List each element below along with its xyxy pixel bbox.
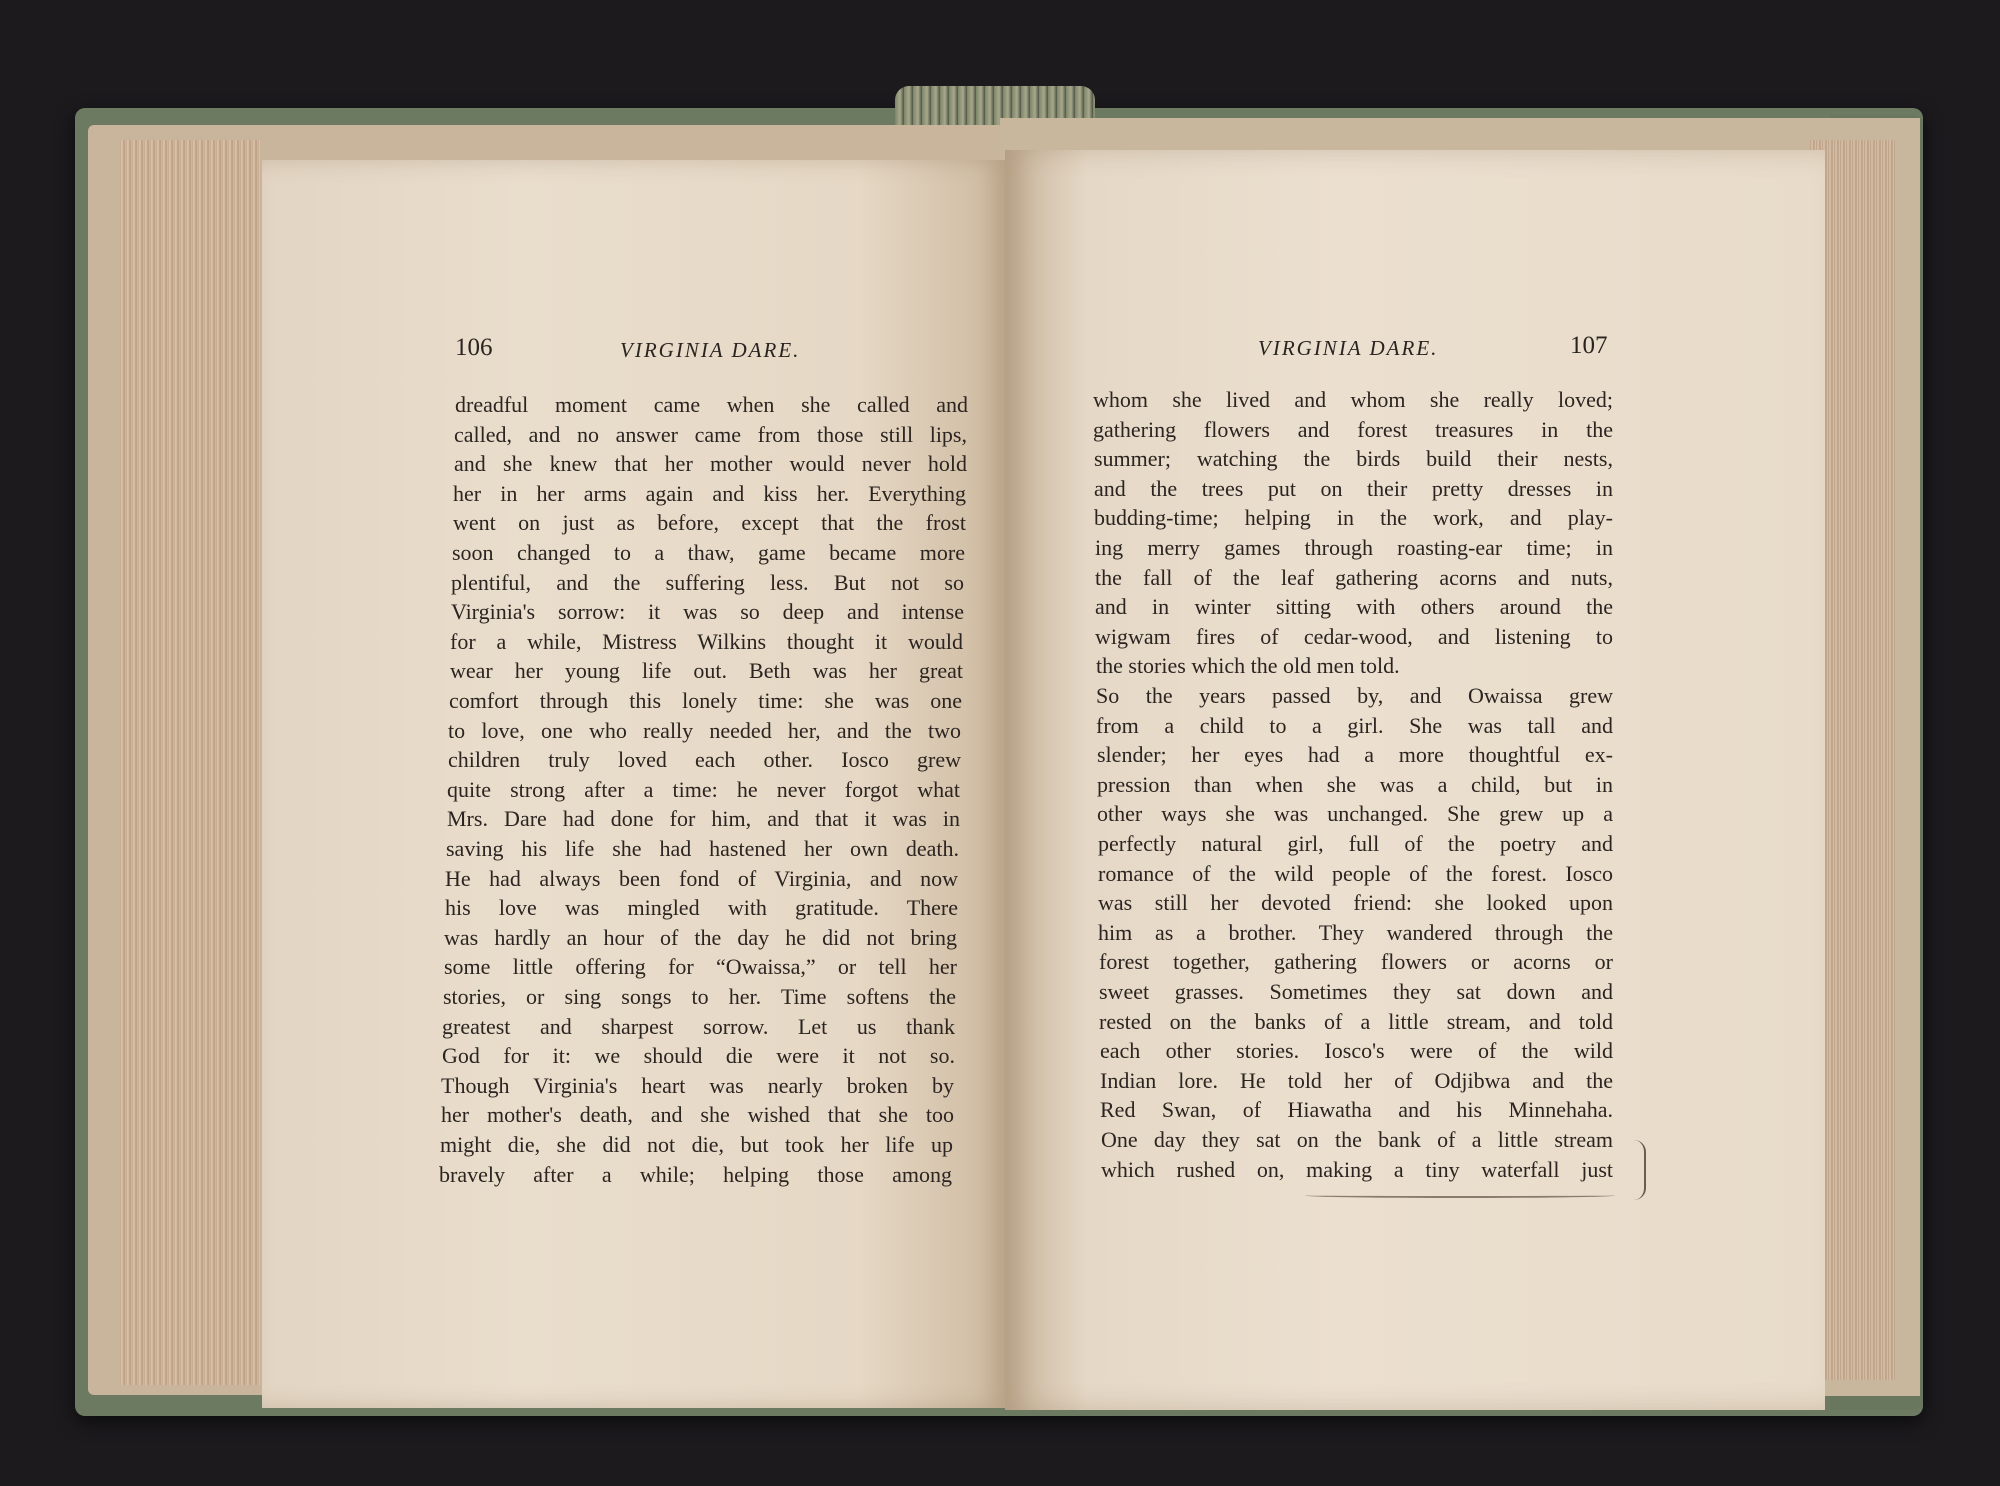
- right-page-line: One day they sat on the bank of a little stream: [1101, 1127, 1613, 1152]
- right-page-line: was still her devoted friend: she looked upon: [1098, 890, 1613, 916]
- left-page-line: might die, she did not die, but took her life up: [440, 1132, 953, 1157]
- right-page-line: romance of the wild people of the forest. Iosco: [1098, 860, 1613, 886]
- right-page-line: sweet grasses. Sometimes they sat down and: [1099, 979, 1613, 1004]
- right-page-line: Indian lore. He told her of Odjibwa and the: [1100, 1067, 1613, 1093]
- left-page-line: his love was mingled with gratitude. There: [445, 895, 958, 921]
- right-page-number: 107: [1570, 332, 1608, 359]
- left-page-line: saving his life she had hastened her own death.: [446, 836, 959, 861]
- right-running-head: VIRGINIA DARE.: [1258, 336, 1439, 360]
- left-page-line: called, and no answer came from those still lips,: [454, 421, 967, 447]
- left-page-line: was hardly an hour of the day he did not bring: [444, 924, 957, 950]
- right-page-line: the stories which the old men told.: [1096, 653, 1400, 679]
- left-page-line: for a while, Mistress Wilkins thought it would: [450, 628, 963, 654]
- left-page-line: her mother's death, and she wished that she too: [441, 1102, 954, 1128]
- left-page-number: 106: [455, 334, 493, 361]
- left-page-line: comfort through this lonely time: she was one: [449, 688, 962, 713]
- left-page-line: to love, one who really needed her, and the two: [448, 717, 961, 743]
- right-page-line: Red Swan, of Hiawatha and his Minnehaha.: [1100, 1097, 1613, 1123]
- pencil-bracket: [1630, 1140, 1646, 1200]
- left-page-line: God for it: we should die were it not so.: [442, 1043, 955, 1069]
- right-page-line: which rushed on, making a tiny waterfall just: [1101, 1156, 1613, 1182]
- right-page-line: So the years passed by, and Owaissa grew: [1096, 683, 1613, 708]
- right-page-line: other ways she was unchanged. She grew up a: [1097, 801, 1613, 827]
- right-page-line: rested on the banks of a little stream, and told: [1099, 1008, 1613, 1034]
- right-page-line: whom she lived and whom she really loved;: [1093, 387, 1613, 412]
- left-page-line: He had always been fond of Virginia, and now: [445, 865, 958, 891]
- left-page-line: and she knew that her mother would never hold: [454, 451, 967, 477]
- left-page-line: some little offering for “Owaissa,” or tell her: [444, 954, 957, 980]
- right-page-line: the fall of the leaf gathering acorns and nuts,: [1095, 564, 1613, 590]
- right-page-line: him as a brother. They wandered through the: [1098, 919, 1613, 945]
- left-page-line: wear her young life out. Beth was her great: [450, 658, 963, 684]
- left-running-head: VIRGINIA DARE.: [620, 338, 801, 362]
- right-page-line: perfectly natural girl, full of the poetry and: [1098, 831, 1613, 856]
- left-page-line: went on just as before, except that the frost: [453, 510, 966, 536]
- right-page-line: and in winter sitting with others around the: [1095, 594, 1613, 620]
- left-page-line: her in her arms again and kiss her. Everything: [453, 480, 966, 506]
- right-page-line: summer; watching the birds build their nests,: [1094, 446, 1613, 472]
- right-page-line: gathering flowers and forest treasures in the: [1093, 416, 1613, 442]
- left-page-line: Though Virginia's heart was nearly broken by: [441, 1072, 954, 1098]
- right-page-line: pression than when she was a child, but in: [1097, 771, 1613, 797]
- left-page-line: children truly loved each other. Iosco grew: [448, 747, 961, 773]
- left-page-line: quite strong after a time: he never forgot what: [447, 776, 960, 802]
- left-page-line: Virginia's sorrow: it was so deep and intense: [451, 599, 964, 625]
- right-page-line: and the trees put on their pretty dresses in: [1094, 475, 1613, 501]
- left-page-line: greatest and sharpest sorrow. Let us thank: [442, 1013, 955, 1039]
- right-page-line: wigwam fires of cedar-wood, and listening to: [1095, 623, 1613, 649]
- left-page-line: soon changed to a thaw, game became more: [452, 540, 965, 565]
- left-page-line: dreadful moment came when she called and: [455, 392, 968, 417]
- right-page-line: budding-time; helping in the work, and play-: [1094, 505, 1613, 531]
- left-page-line: plentiful, and the suffering less. But not so: [451, 569, 964, 595]
- right-page-line: ing merry games through roasting-ear time; in: [1095, 535, 1613, 560]
- pencil-underline: [1305, 1193, 1615, 1198]
- left-page-line: stories, or sing songs to her. Time softens the: [443, 984, 956, 1009]
- right-page-line: each other stories. Iosco's were of the wild: [1100, 1038, 1613, 1064]
- right-page-line: forest together, gathering flowers or acorns or: [1099, 949, 1613, 975]
- left-page-line: Mrs. Dare had done for him, and that it was in: [447, 806, 960, 832]
- right-page-line: slender; her eyes had a more thoughtful ex-: [1097, 742, 1613, 768]
- left-page-line: bravely after a while; helping those among: [439, 1161, 952, 1187]
- left-page-edges: [120, 140, 260, 1385]
- right-page-line: from a child to a girl. She was tall and: [1096, 712, 1613, 738]
